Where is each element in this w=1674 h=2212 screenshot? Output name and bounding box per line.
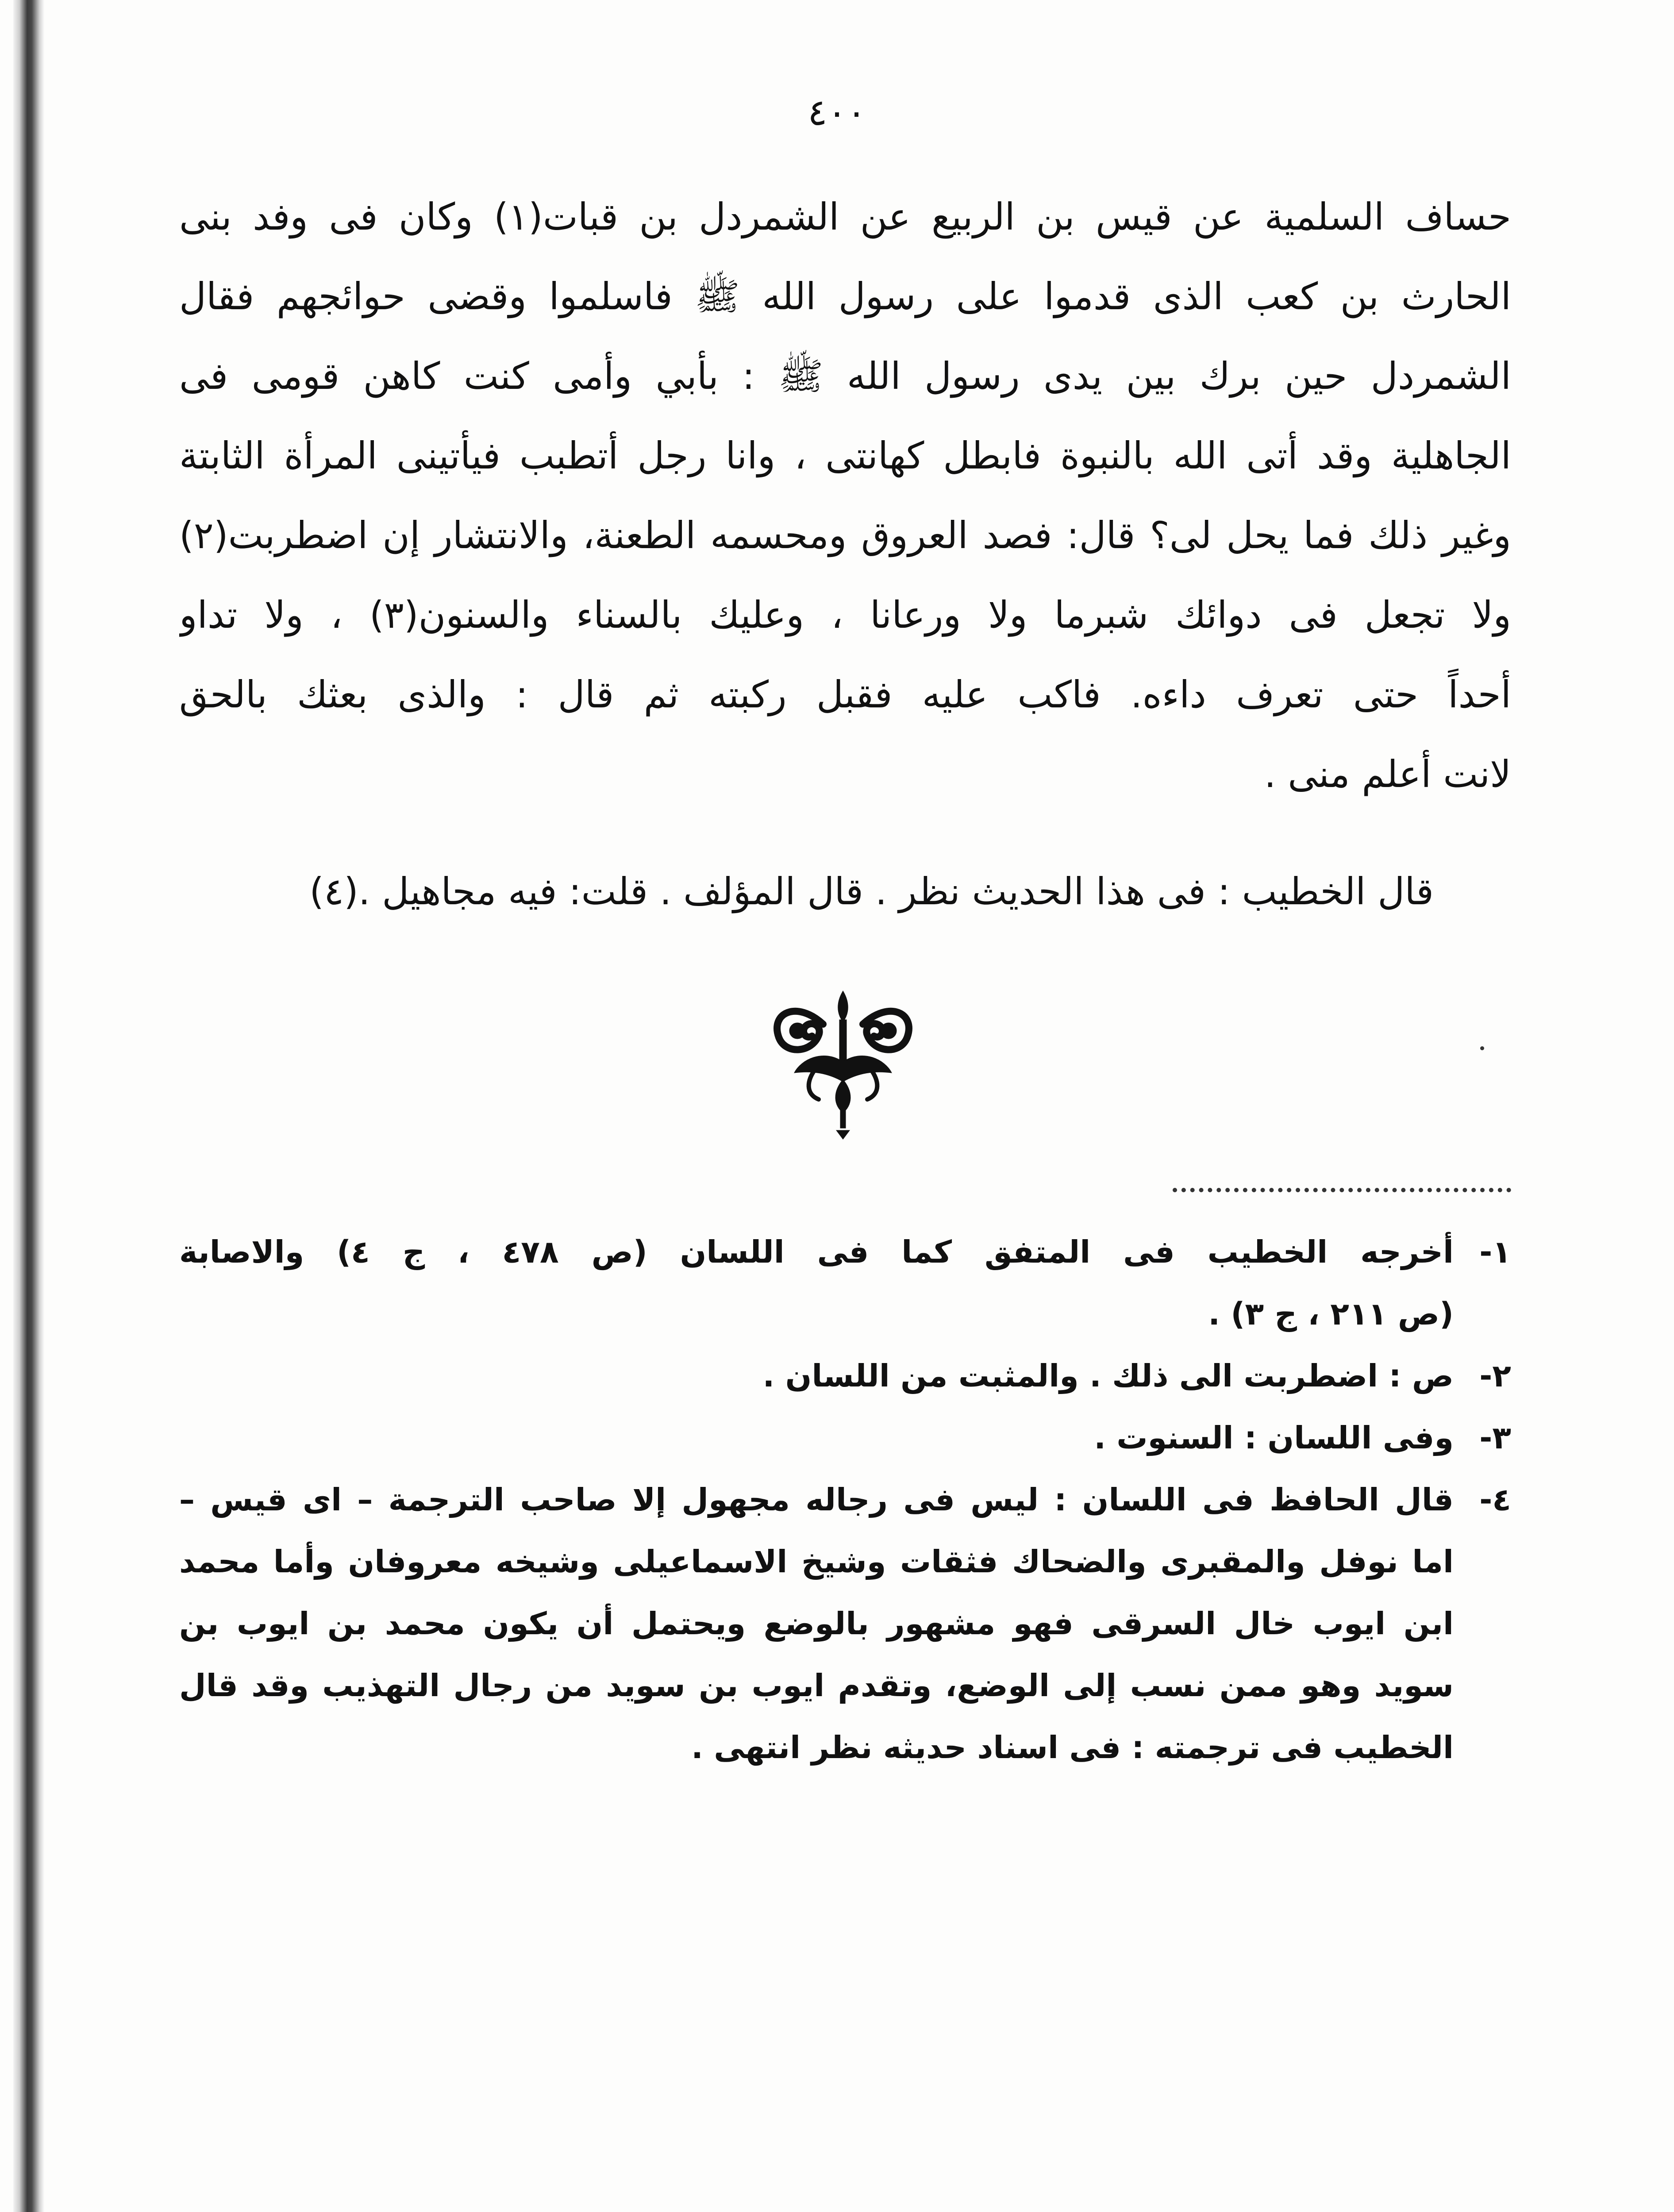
footnote-number: ٢- — [1479, 1358, 1511, 1394]
page-number: ٤٠٠ — [808, 92, 866, 134]
footnote-line: (ص ٢١١ ، ج ٣) . — [1208, 1296, 1454, 1332]
footnote — [179, 1345, 1511, 1407]
footnote-line: سويد وهو ممن نسب إلى الوضع، وتقدم ايوب بن سويد من رجال التهذيب وقد قال — [179, 1667, 1454, 1704]
main-text-line: ولا تجعل فى دوائك شبرما ولا ورعانا ، وعليك بالسناء والسنون(٣) ، ولا تداو — [179, 593, 1511, 637]
footnote-line: أخرجه الخطيب فى المتفق كما فى اللسان (ص ٤٧٨ ، ج ٤) والاصابة — [179, 1234, 1454, 1270]
footnote-line: وفى اللسان : السنوت . — [1094, 1420, 1454, 1456]
binding-edge — [13, 0, 44, 2212]
main-text-line: حساف السلمية عن قيس بن الربيع عن الشمردل بن قبات(١) وكان فى وفد بنى — [179, 195, 1511, 238]
main-text-line: لانت أعلم منى . — [1264, 753, 1511, 796]
footnote-separator — [1173, 1188, 1511, 1192]
footnote — [179, 1469, 1511, 1778]
footnote-line: ابن ايوب خال السرقى فهو مشهور بالوضع ويحتمل أن يكون محمد بن ايوب بن — [179, 1605, 1454, 1642]
footnote-line: ص : اضطربت الى ذلك . والمثبت من اللسان . — [762, 1358, 1454, 1394]
main-text-line: وغير ذلك فما يحل لى؟ قال: فصد العروق ومحسمه الطعنة، والانتشار إن اضطربت(٢) — [179, 514, 1511, 557]
main-text-line: أحداً حتى تعرف داءه. فاكب عليه فقبل ركبته ثم قال : والذى بعثك بالحق — [179, 673, 1511, 716]
floral-ornament-icon — [770, 982, 916, 1141]
footnote-line: اما نوفل والمقبرى والضحاك فثقات وشيخ الاسماعيلى وشيخه معروفان وأما محمد — [179, 1544, 1454, 1580]
main-text-line: الشمردل حين برك بين يدى رسول الله ﷺ : بأبي وأمى كنت كاهن قومى فى — [179, 354, 1511, 398]
footnote-number: ١- — [1479, 1234, 1511, 1270]
main-text-line: الحارث بن كعب الذى قدموا على رسول الله ﷺ فاسلموا وقضى حوائجهم فقال — [179, 275, 1511, 318]
footnote-number: ٣- — [1479, 1420, 1511, 1456]
footnote-number: ٤- — [1479, 1482, 1511, 1518]
footnote — [179, 1407, 1511, 1469]
footnote — [179, 1221, 1511, 1345]
footnote-line: الخطيب فى ترجمته : فى اسناد حديثه نظر انتهى . — [691, 1729, 1454, 1766]
khatib-quote: قال الخطيب : فى هذا الحديث نظر . قال المؤلف . قلت: فيه مجاهيل .(٤) — [309, 870, 1434, 913]
footnote-line: قال الحافظ فى اللسان : ليس فى رجاله مجهول إلا صاحب الترجمة – اى قيس – — [179, 1482, 1454, 1518]
ink-speck — [1480, 1046, 1484, 1050]
footnotes — [179, 1221, 1511, 1778]
main-text — [179, 177, 1511, 814]
main-text-line: الجاهلية وقد أتى الله بالنبوة فابطل كهانتى ، وانا رجل أتطبب فيأتينى المرأة الثابتة — [179, 434, 1511, 477]
